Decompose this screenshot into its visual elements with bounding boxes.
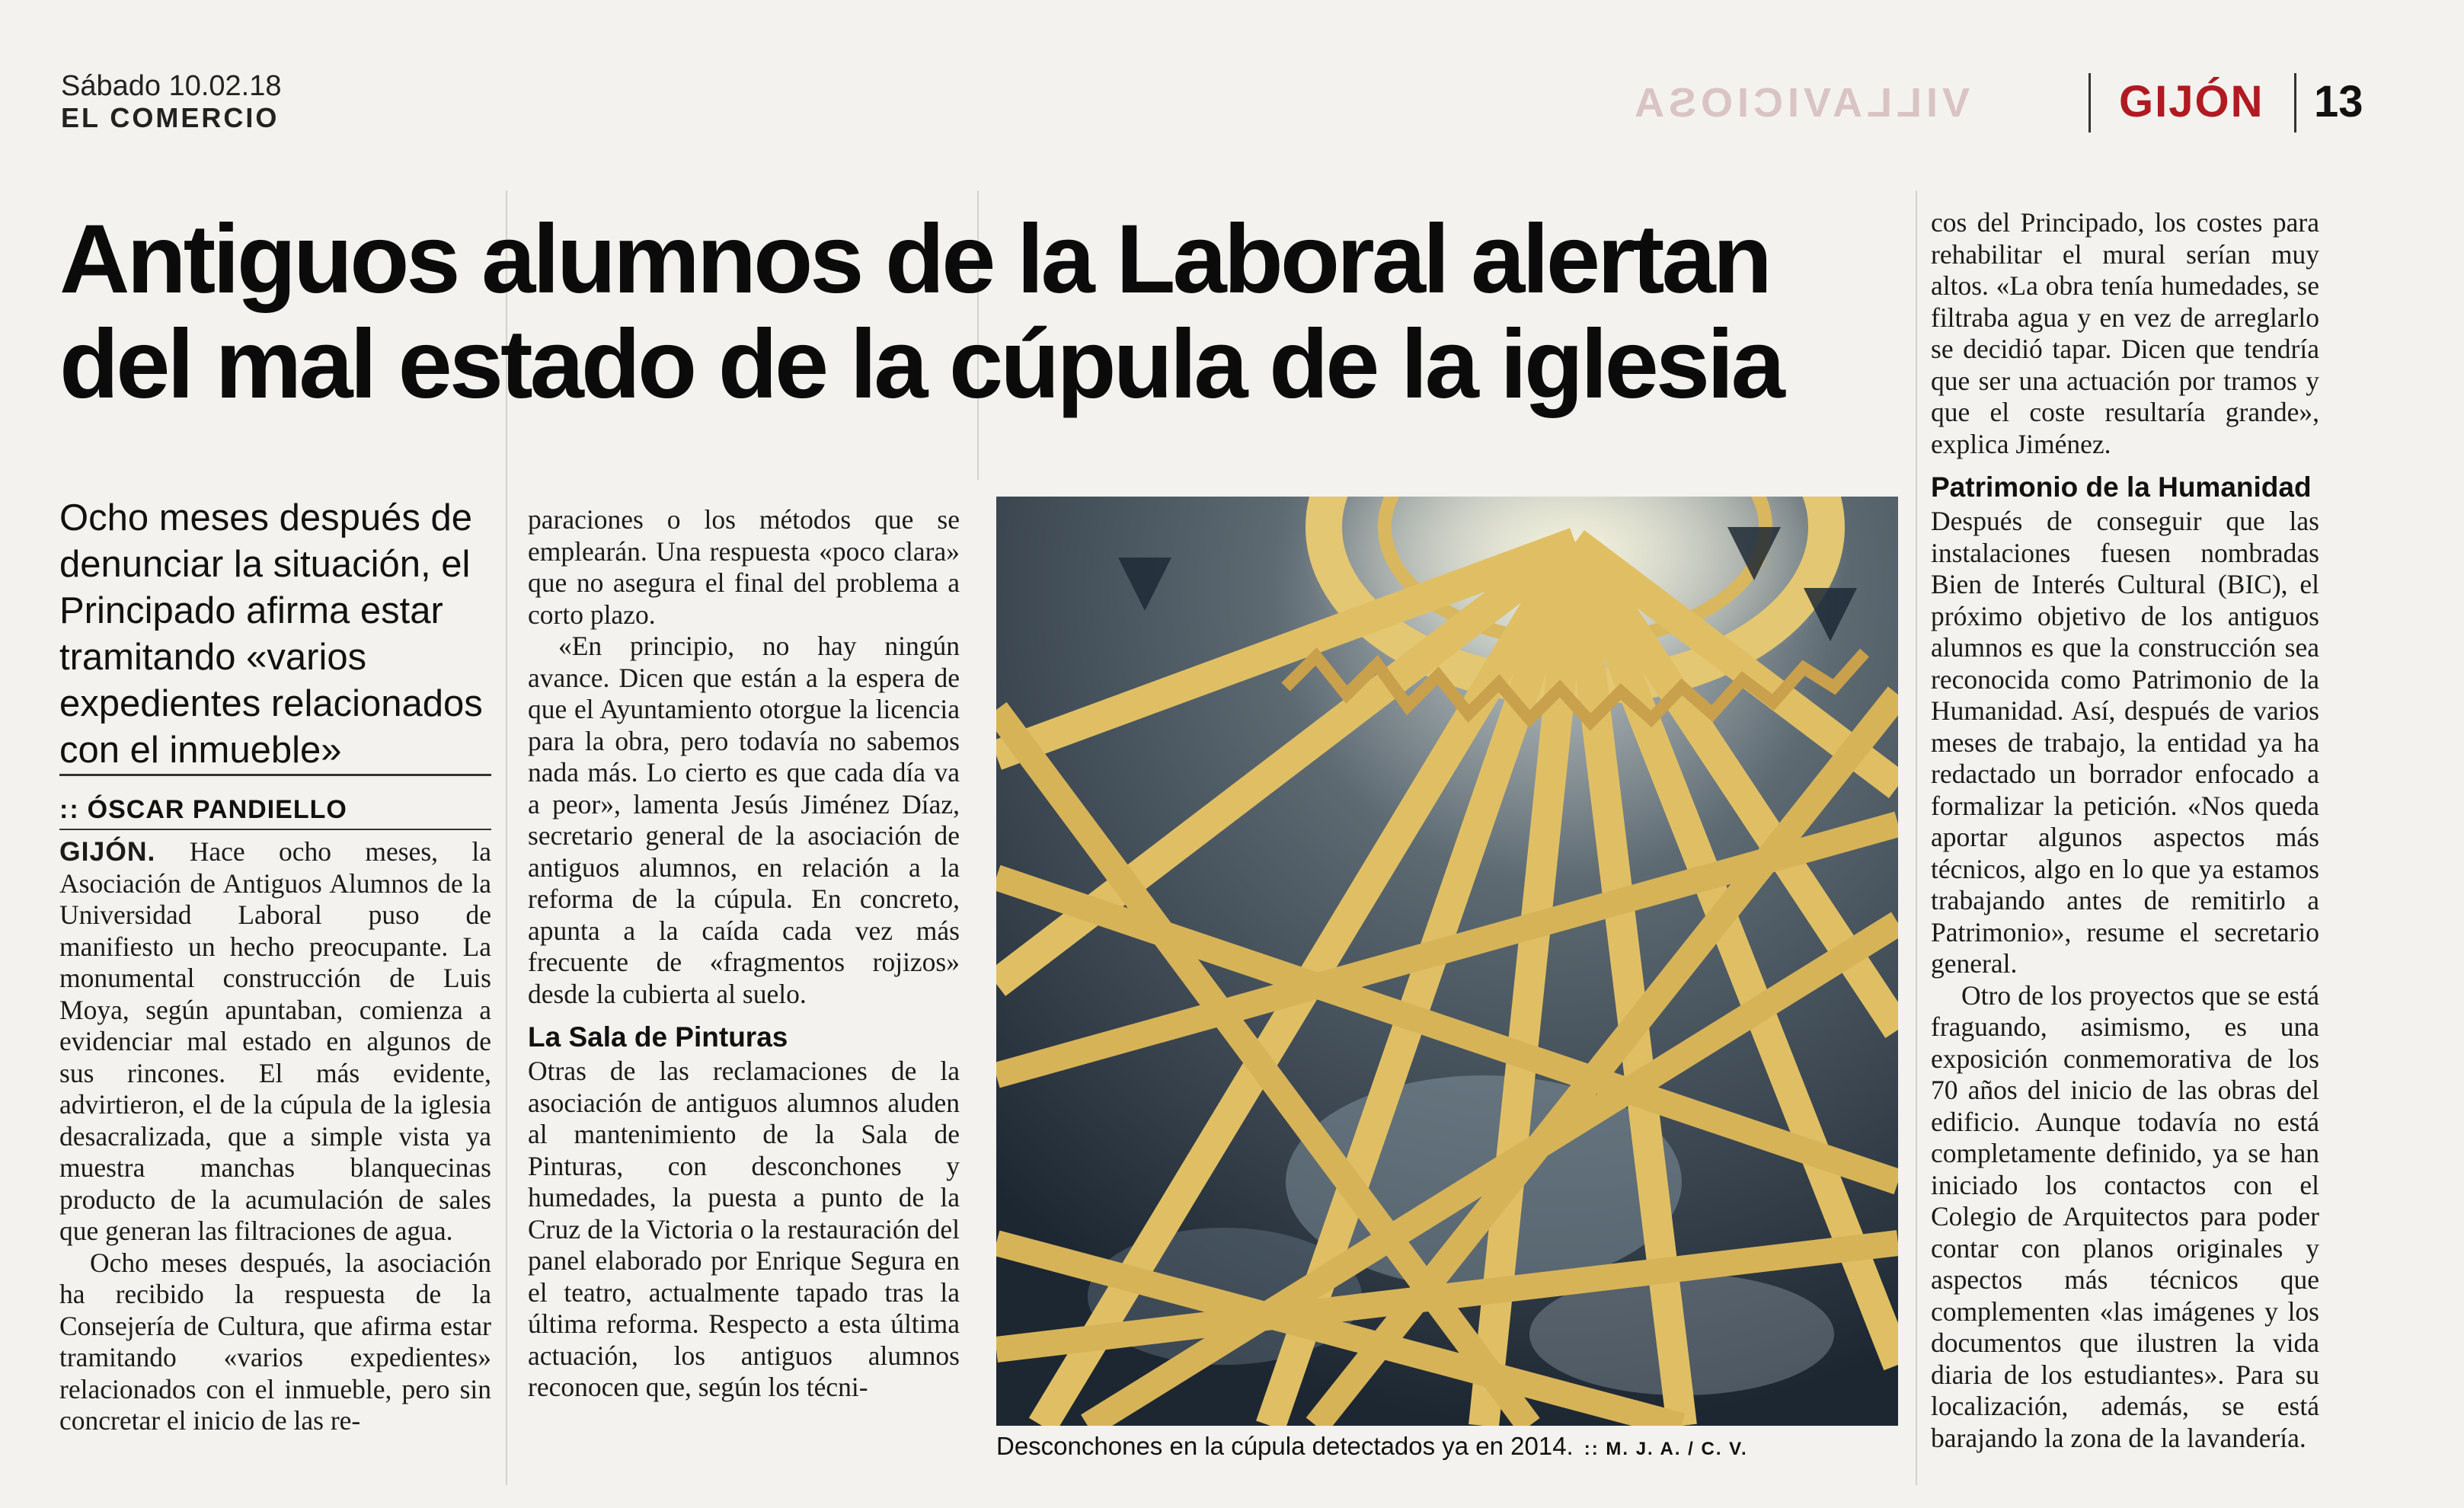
section-label: GIJÓN [2119, 77, 2264, 126]
headline [59, 207, 1903, 417]
issue-date: Sábado 10.02.18 [61, 70, 282, 102]
article-column-1 [59, 836, 491, 1437]
headline-line-2: del mal estado de la cúpula de la iglesia [59, 310, 1782, 419]
headline-line-1: Antiguos alumnos de la Laboral alertan [59, 205, 1769, 314]
paragraph: Después de conseguir que las instalaciones fuesen nombradas Bien de Interés Cultural (BIC), el próximo objetivo de los antiguos alumnos es que la construcción sea reconocida como Patrimonio de la Humanidad. Así, después de varios meses de trabajo, la entidad ya ha redactado un borrador enfocado a formalizar la petición. «Nos queda aportar algunos aspectos más técnicos, algo en lo que ya estamos trabajando antes de remitirlo a Patrimonio», resume el secretario general. [1931, 506, 2319, 979]
article-column-4 [1931, 207, 2319, 1454]
page-number: 13 [2314, 77, 2363, 126]
header-divider [2294, 73, 2296, 133]
paragraph [59, 836, 491, 1248]
paragraph: paraciones o los métodos que se emplearán. Una respuesta «poco clara» que no asegura el final del problema a corto plazo. [528, 504, 960, 630]
paragraph: Otro de los proyectos que se está fraguando, asimismo, es una exposición conmemorativa de los 70 años del inicio de las obras del edificio. Aunque todavía no está completamente definido, ya se han iniciado los contactos con el Colegio de Arquitectos para poder contar con planos originales y aspectos más técnicos que complementen «las imágenes y los documentos que ilustren la vida diaria de los estudiantes». Para su localización, además, se está barajando la zona de la lavandería. [1931, 979, 2319, 1453]
header-divider [2088, 73, 2091, 133]
article-column-2 [528, 504, 960, 1404]
caption-text: Desconchones en la cúpula detectados ya en 2014. [996, 1432, 1574, 1460]
paragraph-text: Hace ocho meses, la Asociación de Antiguos Alumnos de la Universidad Laboral puso de manifiesto un hecho preocupante. La monumental construcción de Luis Moya, según apuntaban, comienza a evidenciar mal estado en algunos de sus rincones. El más evidente, advirtieron, el de la cúpula de la iglesia desacralizada, que a simple vista ya muestra manchas blanquecinas producto de la acumulación de sales que generan las filtraciones de agua. [59, 836, 491, 1246]
photo-credit: :: M. J. A. / C. V. [1584, 1439, 1748, 1459]
paragraph: cos del Principado, los costes para rehabilitar el mural serían muy altos. «La obra tenía humedades, se filtraba agua y en vez de arreglarlo se decidió tapar. Dicen que tendría que ser una actuación por tramos y que el coste resultaría grande», explica Jiménez. [1931, 207, 2319, 459]
photo-cupola [996, 497, 1898, 1426]
subheadline-rule [59, 774, 491, 776]
byline-rule [59, 829, 491, 830]
byline [59, 795, 347, 825]
column-rule [1916, 190, 1917, 1485]
subhead-patrimonio: Patrimonio de la Humanidad [1931, 471, 2312, 503]
subhead-sala-de-pinturas: La Sala de Pinturas [528, 1021, 788, 1053]
byline-author: ÓSCAR PANDIELLO [87, 795, 347, 824]
dateline: GIJÓN. [59, 836, 156, 867]
byline-marker: :: [59, 795, 80, 824]
newspaper-name: EL COMERCIO [61, 102, 280, 133]
paragraph: Otras de las reclamaciones de la asociación de antiguos alumnos aluden al mantenimiento de la Sala de Pinturas, con desconchones y humedades, la puesta a punto de la Cruz de la Victoria o la restauración del panel elaborado por Enrique Segura en el teatro, actualmente tapado tras la última reforma. Respecto a esta última actuación, los antiguos alumnos reconocen que, según los técni- [528, 1056, 960, 1402]
paragraph: Ocho meses después, la asociación ha recibido la respuesta de la Consejería de Cultura, que afirma estar tramitando «varios expedientes» relacionados con el inmueble, pero sin concretar el inicio de las re- [59, 1247, 491, 1436]
paragraph: «En principio, no hay ningún avance. Dicen que están a la espera de que el Ayuntamiento otorgue la licencia para la obra, pero todavía no sabemos nada más. Lo cierto es que cada día va a peor», lamenta Jesús Jiménez Díaz, secretario general de la asociación de antiguos alumnos, en relación a la reforma de la cúpula. En concreto, apunta a la caída cada vez más frecuente de «fragmentos rojizos» desde la cubierta al suelo. [528, 631, 960, 1009]
bleed-through-text: VILLAVICIOSA [1630, 80, 1970, 126]
subheadline: Ocho meses después de denunciar la situación, el Principado afirma estar tramitando «varios expedientes relacionados con el inmueble» [59, 497, 483, 771]
photo-caption [996, 1432, 1903, 1461]
